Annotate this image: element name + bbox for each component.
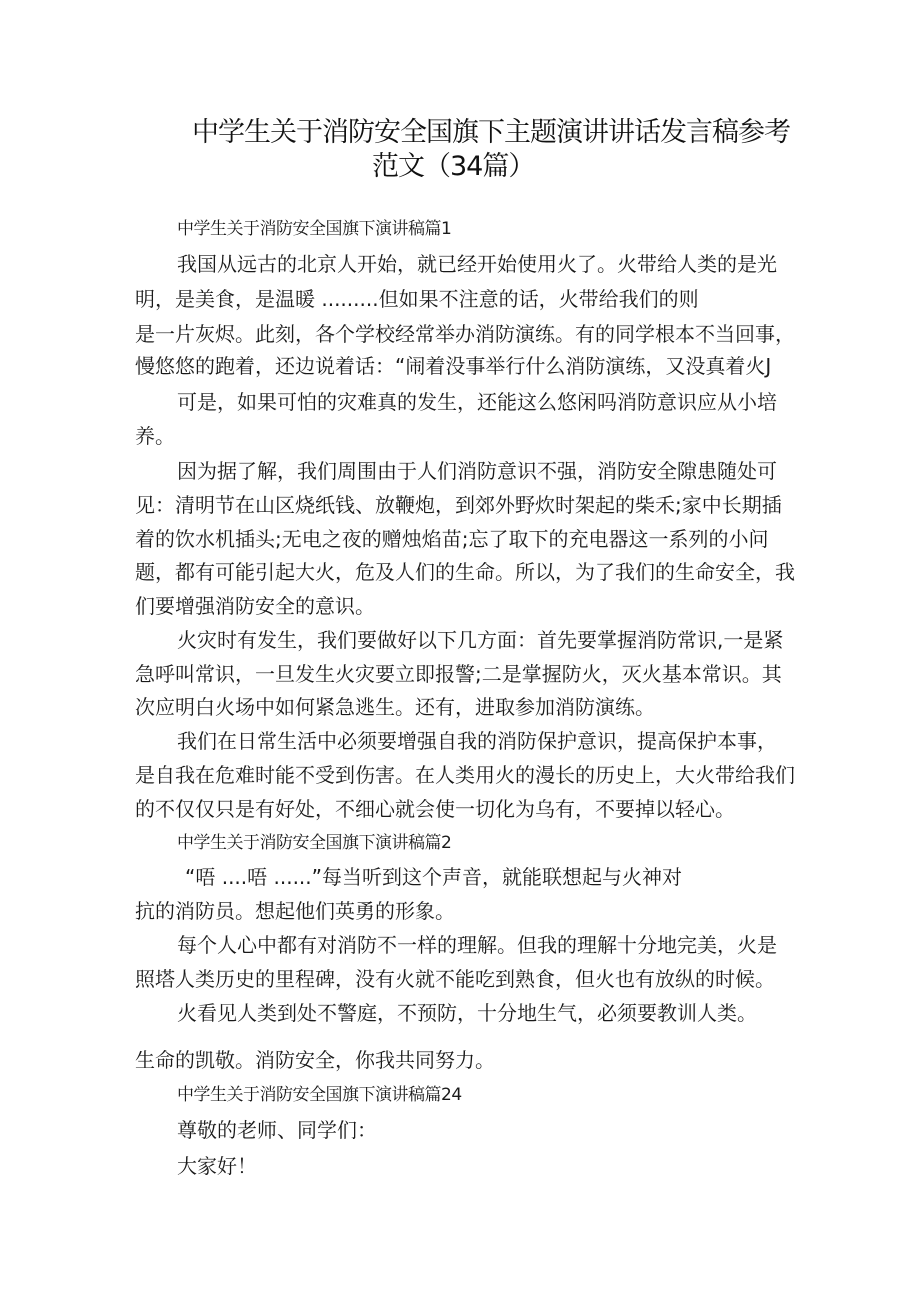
paragraph-line: 着的饮水机插头;无电之夜的赠烛焰苗;忘了取下的充电器这一系列的小问 [135, 527, 769, 551]
paragraph-line: 慢悠悠的跑着，还边说着话：“闹着没事举行什么消防演练，又没真着火J [135, 354, 772, 378]
document-title-line-1: 中学生关于消防安全国旗下主题演讲讲话发言稿参考 [192, 117, 790, 148]
paragraph-line: 养。 [135, 424, 175, 448]
paragraph-line: 生命的凯敬。消防安全，你我共同努力。 [135, 1048, 495, 1072]
document-title-line-2: 范文（34篇） [372, 151, 535, 182]
paragraph-line: 照塔人类历史的里程碑，没有火就不能吃到熟食，但火也有放纵的时候。 [135, 967, 775, 991]
paragraph-line: 见：清明节在山区烧纸钱、放鞭炮，到郊外野炊时架起的柴禾;家中长期插 [135, 493, 782, 517]
paragraph-line: 因为据了解，我们周围由于人们消防意识不强，消防安全隙患随处可 [177, 459, 777, 483]
paragraph-line: 的不仅仅只是有好处，不细心就会使一切化为乌有，不要掉以轻心。 [135, 797, 735, 821]
paragraph-line: “唔 ....唔 ......”每当听到这个声音，就能联想起与火神对 [185, 865, 683, 889]
paragraph-line: 题，都有可能引起大火，危及人们的生命。所以，为了我们的生命安全，我 [135, 560, 795, 584]
section-heading-2: 中学生关于消防安全国旗下演讲稿篇2 [177, 833, 452, 853]
paragraph-line: 是自我在危难时能不受到伤害。在人类用火的漫长的历史上，大火带给我们 [135, 763, 795, 787]
paragraph-line: 每个人心中都有对消防不一样的理解。但我的理解十分地完美，火是 [177, 933, 777, 957]
section-heading-24: 中学生关于消防安全国旗下演讲稿篇24 [177, 1085, 462, 1105]
paragraph-line: 火看见人类到处不警庭，不预防，十分地生气，必须要教训人类。 [177, 1001, 757, 1025]
paragraph-line: 次应明白火场中如何紧急逃生。还有，进取参加消防演练。 [135, 695, 655, 719]
paragraph-line: 火灾时有发生，我们要做好以下几方面：首先要掌握消防常识,一是紧 [177, 628, 784, 652]
paragraph-line: 急呼叫常识，一旦发生火灾要立即报警;二是掌握防火，灭火基本常识。其 [135, 662, 782, 686]
paragraph-line: 是一片灰烬。此刻，各个学校经常举办消防演练。有的同学根本不当回事， [135, 322, 795, 346]
greeting-line: 大家好！ [177, 1154, 257, 1178]
paragraph-line: 我国从远古的北京人开始，就已经开始使用火了。火带给人类的是光 [177, 252, 777, 276]
salutation-line: 尊敬的老师、同学们： [177, 1118, 377, 1142]
paragraph-line: 抗的消防员。想起他们英勇的形象。 [135, 899, 455, 923]
paragraph-line: 可是，如果可怕的灾难真的发生，还能这么悠闲吗消防意识应从小培 [177, 390, 777, 414]
section-heading-1: 中学生关于消防安全国旗下演讲稿篇1 [177, 219, 452, 239]
paragraph-line: 们要增强消防安全的意识。 [135, 594, 375, 618]
paragraph-line: 明，是美食，是温暖 .........但如果不注意的话，火带给我们的则 [135, 287, 699, 311]
paragraph-line: 我们在日常生活中必须要增强自我的消防保护意识，提高保护本事， [177, 729, 777, 753]
